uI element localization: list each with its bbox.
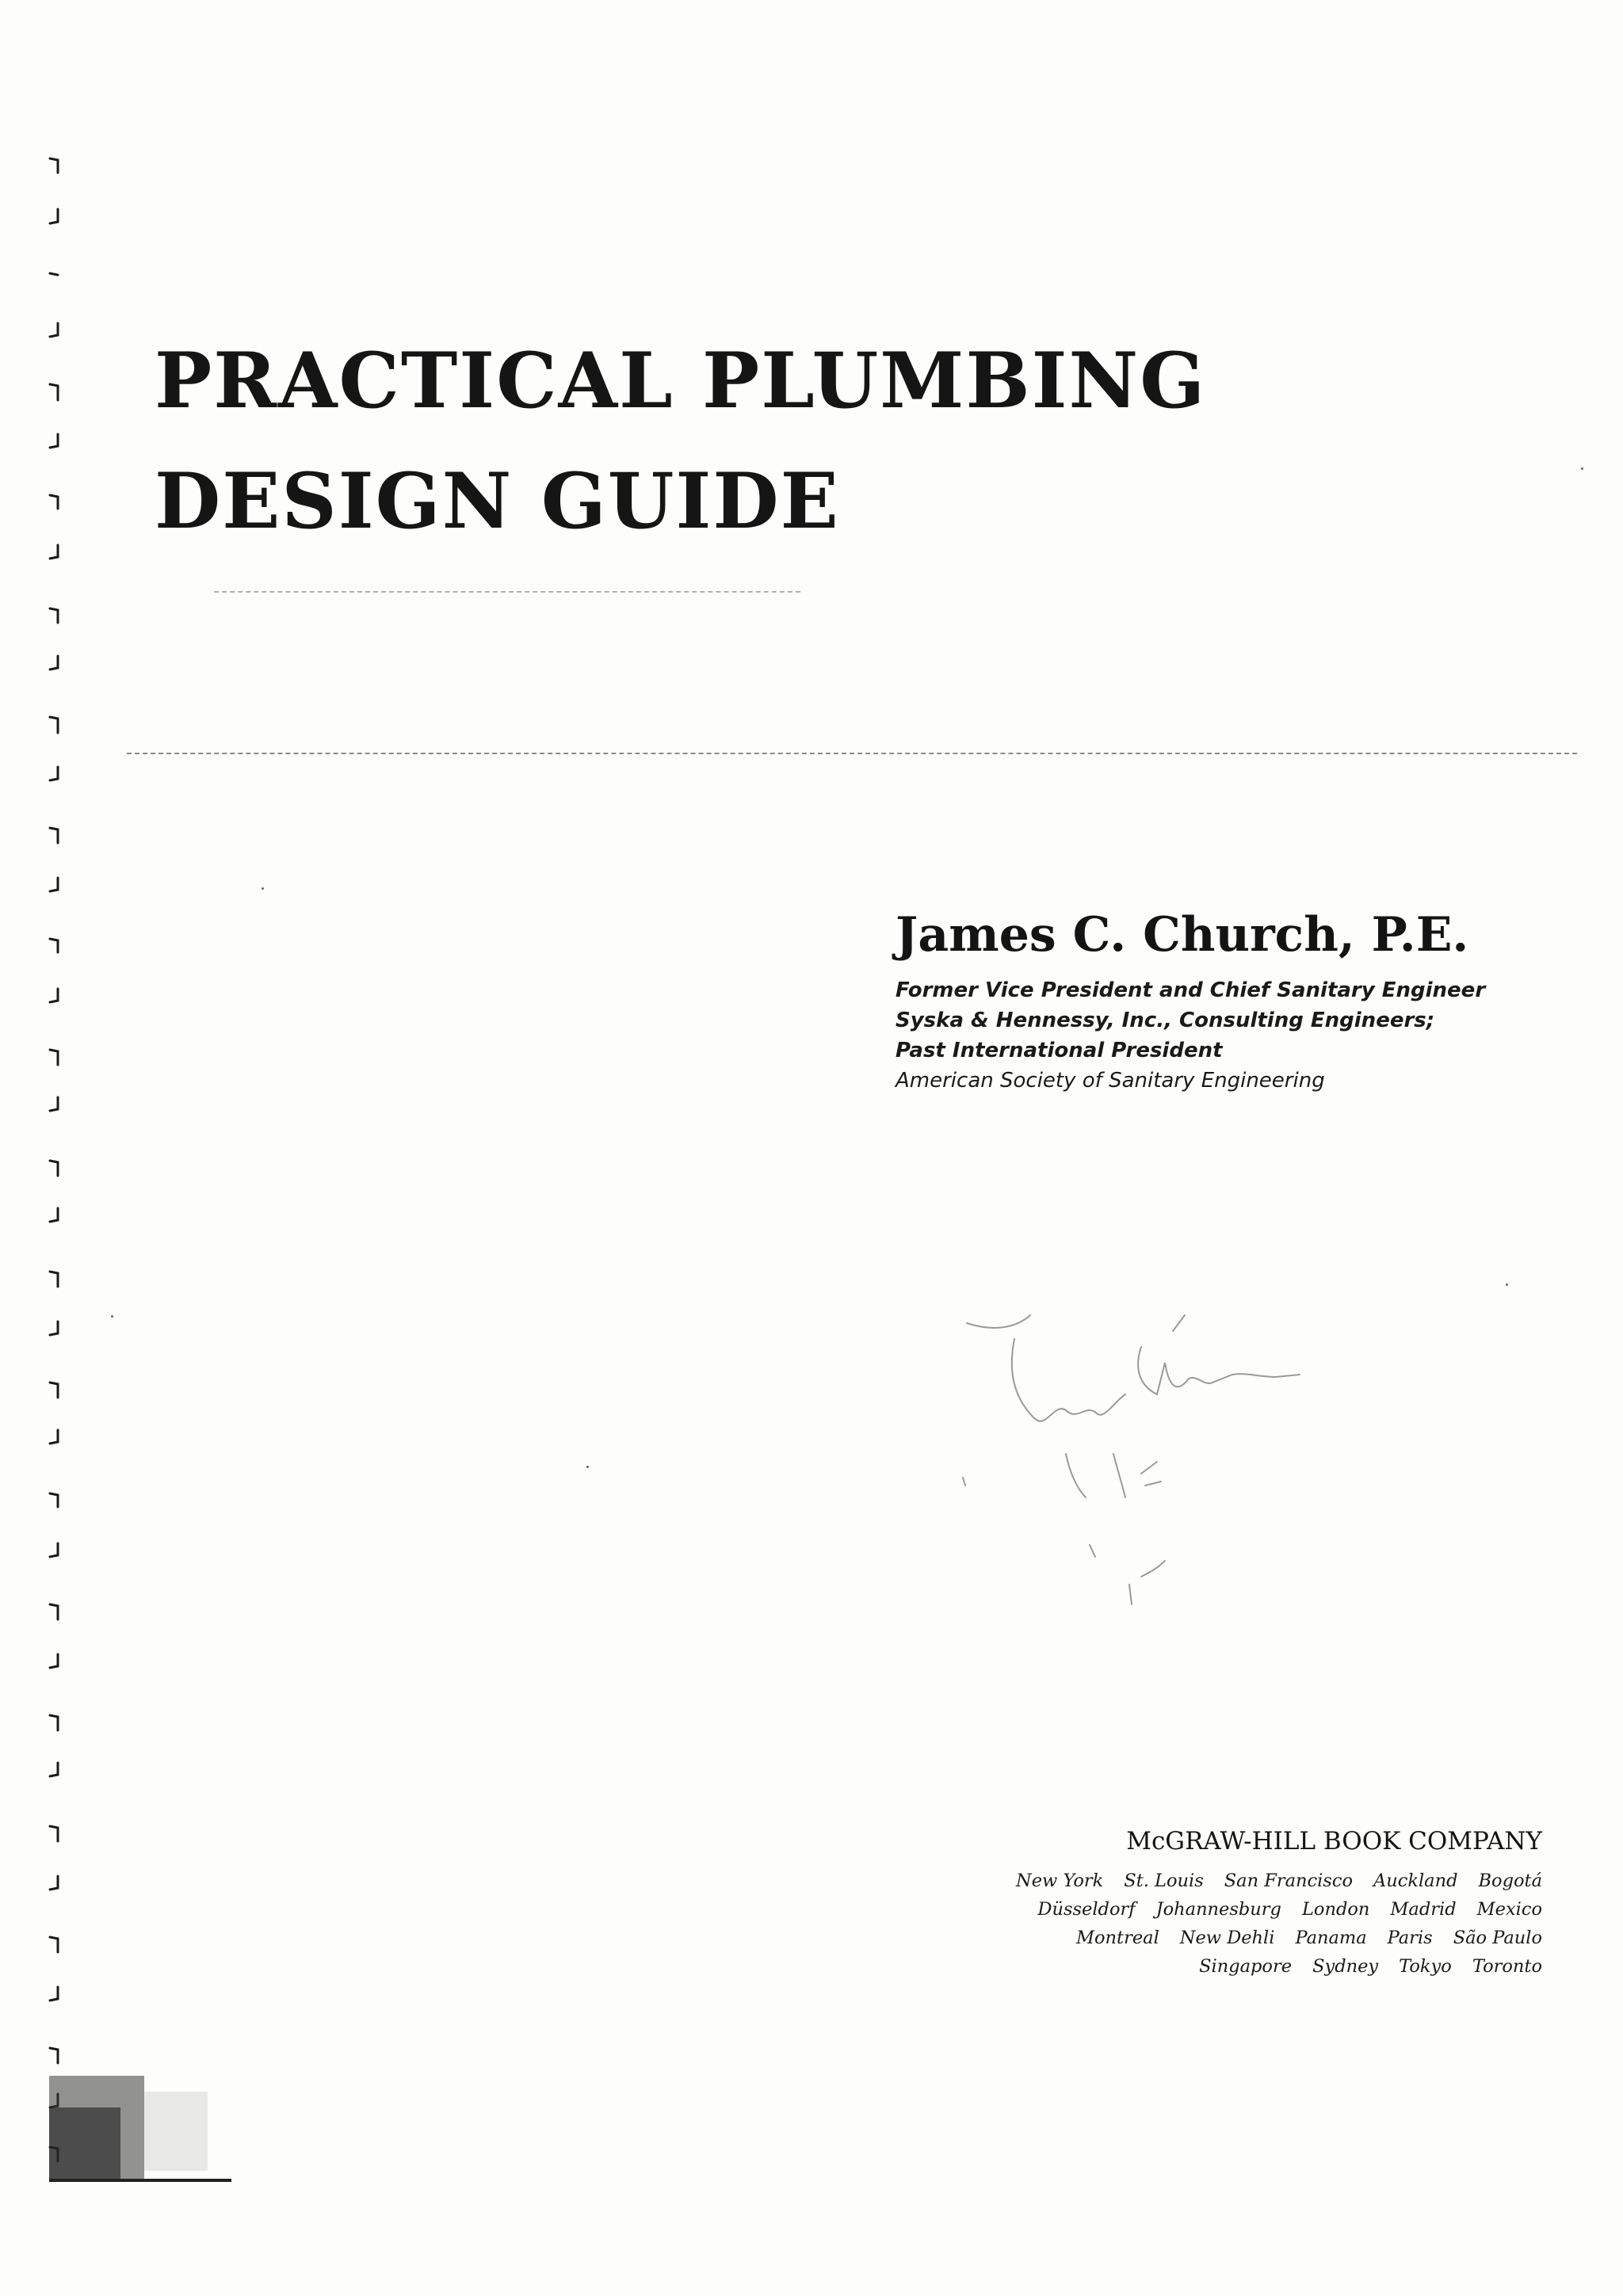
scan-smudge	[49, 2060, 231, 2187]
city: San Francisco	[1224, 1871, 1354, 1891]
city: Paris	[1387, 1928, 1433, 1948]
author-credential: American Society of Sanitary Engineering	[896, 1069, 1325, 1093]
binding-marks	[44, 143, 91, 2171]
city: Bogotá	[1478, 1871, 1542, 1891]
city: Tokyo	[1399, 1956, 1452, 1977]
dashed-rule-lower	[127, 753, 1577, 754]
city: New Dehli	[1179, 1928, 1275, 1948]
handwritten-signature	[959, 1283, 1403, 1648]
scan-speck	[111, 1315, 113, 1318]
author-credential: Syska & Hennessy, Inc., Consulting Engineers;	[896, 1009, 1435, 1032]
city: Düsseldorf	[1037, 1899, 1136, 1920]
city: Toronto	[1472, 1956, 1542, 1977]
book-title	[155, 321, 1206, 562]
city: Panama	[1295, 1928, 1367, 1948]
city: Auckland	[1373, 1871, 1458, 1891]
city: Madrid	[1390, 1899, 1457, 1920]
scan-speck	[262, 887, 264, 890]
scan-speck	[1581, 467, 1583, 470]
city: Singapore	[1199, 1956, 1293, 1977]
book-title-line-1: PRACTICAL PLUMBING	[155, 336, 1207, 425]
city: Johannesburg	[1155, 1899, 1281, 1920]
scan-speck	[1506, 1283, 1508, 1286]
city: St. Louis	[1124, 1871, 1204, 1891]
publisher-cities-line	[829, 1895, 1542, 1924]
city: Mexico	[1476, 1899, 1542, 1920]
publisher-cities-line	[829, 1952, 1542, 1981]
scan-speck	[586, 1466, 589, 1468]
publisher-cities-line	[829, 1924, 1542, 1952]
publisher-name: McGRAW-HILL BOOK COMPANY	[1126, 1827, 1542, 1855]
author-credential: Past International President	[896, 1039, 1223, 1062]
author-name: James C. Church, P.E.	[896, 907, 1469, 963]
book-title-line-2: DESIGN GUIDE	[155, 456, 840, 546]
author-block	[896, 899, 1593, 1096]
publisher-block	[829, 1822, 1542, 1981]
city: Montreal	[1075, 1928, 1159, 1948]
dashed-rule-upper	[214, 591, 800, 593]
author-credential: Former Vice President and Chief Sanitary Engineer	[896, 978, 1486, 1002]
city: São Paulo	[1453, 1928, 1542, 1948]
city: New York	[1016, 1871, 1104, 1891]
publisher-cities-line	[829, 1867, 1542, 1895]
city: London	[1301, 1899, 1370, 1920]
city: Sydney	[1312, 1956, 1379, 1977]
